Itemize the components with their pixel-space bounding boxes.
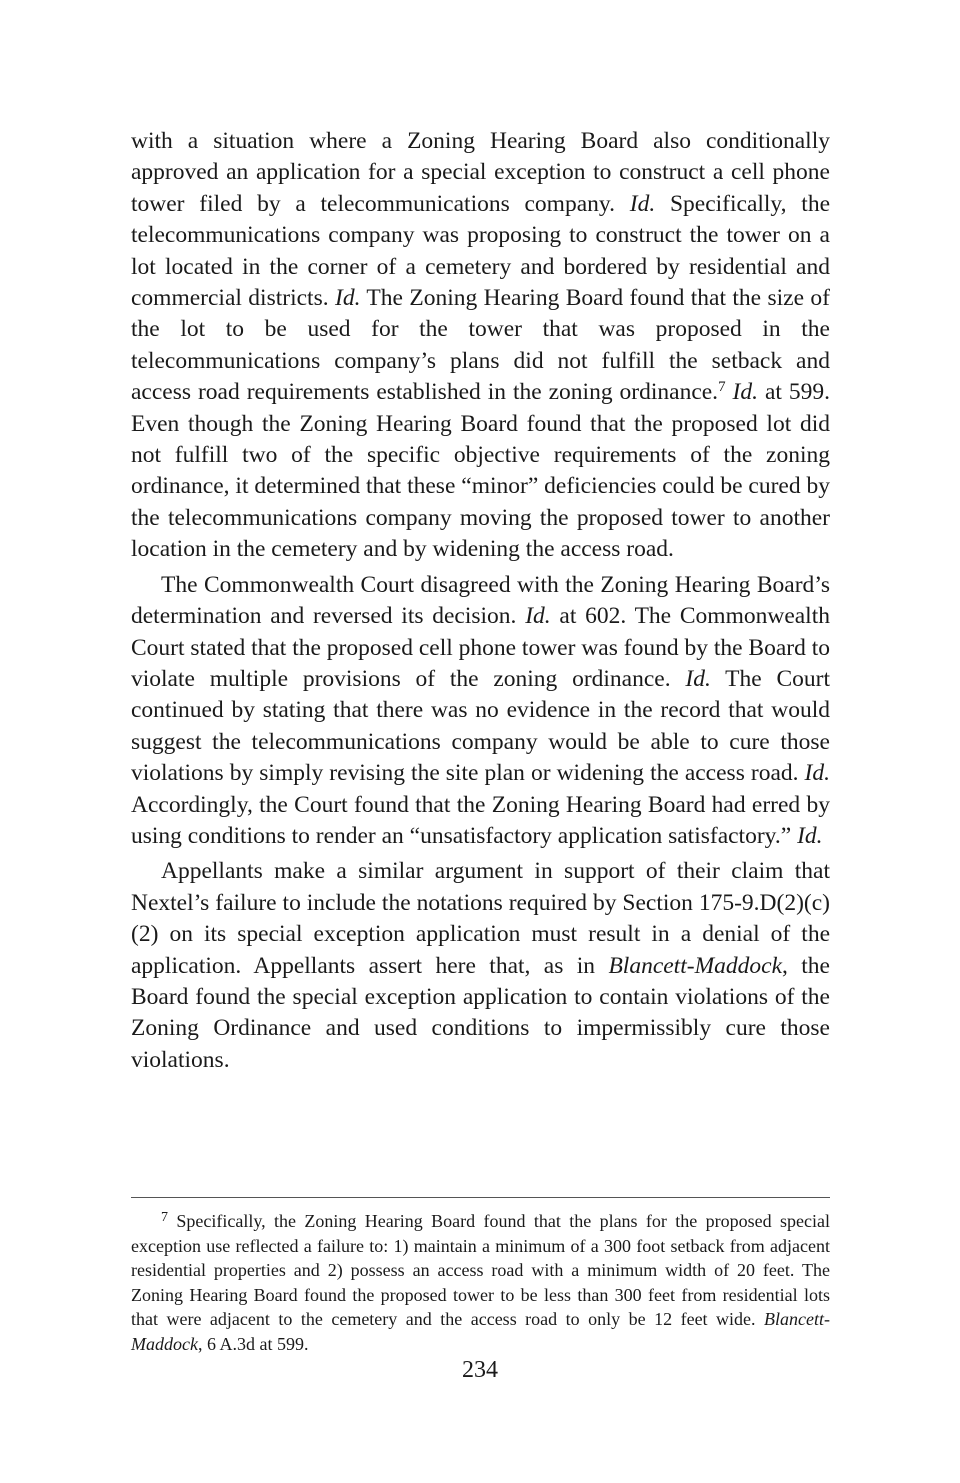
footnote-7	[131, 1209, 830, 1357]
page-body	[131, 126, 830, 1076]
citation-id: Id.	[629, 190, 656, 217]
citation-id: Id.	[525, 603, 551, 630]
citation-id: Id.	[335, 285, 361, 312]
footnote-text: $^7$ Specifically, the Zoning Hearing Board found that the plans for the proposed special exception use reflected a failure to: 1) maintain a minimum of a 300 foot setback from adjacent residential properties and 2) possess an access road with a minimum width of 20 feet. The Zoning Hearing Board found the proposed tower to be less than 300 feet from residential lots that were adjacent to the cemetery and the access road to only be 12 feet wide. Blancett-Maddock, 6 A.3d at 599.	[131, 1210, 830, 1354]
case-name: Blancett-Maddock	[608, 952, 783, 979]
paragraph-1: with a situation where a Zoning Hearing Board also conditionally approved an application for a special exception to construct a cell phone tower filed by a telecommunications company. Id. Specifically, the telecommunications company was proposing to construct the tower on a lot located in the corner of a cemetery and bordered by residential and commercial districts. Id. The Zoning Hearing Board found that the size of the lot to be used for the tower that was proposed in the telecommunications company’s plans did not fulfill the setback and access road requirements established in the zoning ordinance.$^7$ Id. at 599. Even though the Zoning Hearing Board found that the proposed lot did not fulfill two of the specific objective requirements of the zoning ordinance, it determined that these “minor” deficiencies could be cured by the telecommunications company moving the proposed tower to another location in the cemetery and by widening the access road.	[131, 128, 831, 563]
case-name: Blancett-Maddock	[131, 1309, 830, 1354]
paragraph-2: The Commonwealth Court disagreed with the Zoning Hearing Board’s determination and reversed its decision. Id. at 602. The Commonwealth Court stated that the proposed cell phone tower was found by the Board to violate multiple provisions of the zoning ordinance. Id. The Court continued by stating that there was no evidence in the record that would suggest the telecommunications company would be able to cure those violations by simply revising the site plan or widening the access road. Id. Accordingly, the Court found that the Zoning Hearing Board had erred by using conditions to render an “unsatisfactory application satisfactory.” Id.	[131, 571, 831, 849]
footnote-marker: 7	[161, 1210, 168, 1225]
footnote-divider	[131, 1197, 830, 1198]
citation-id: Id.	[685, 665, 711, 692]
page-number: 234	[462, 1357, 498, 1383]
citation-id: Id.	[732, 379, 758, 406]
footnote-reference: 7	[718, 379, 726, 396]
citation-id: Id.	[804, 760, 830, 787]
citation-id: Id.	[797, 822, 823, 849]
paragraph-3: Appellants make a similar argument in support of their claim that Nextel’s failure to include the notations required by Section 175-9.D(2)(c)(2) on its special exception application must result in a denial of the application. Appellants assert here that, as in Blancett-Maddock, the Board found the special exception application to contain violations of the Zoning Ordinance and used conditions to impermissibly cure those violations.	[131, 858, 830, 1073]
